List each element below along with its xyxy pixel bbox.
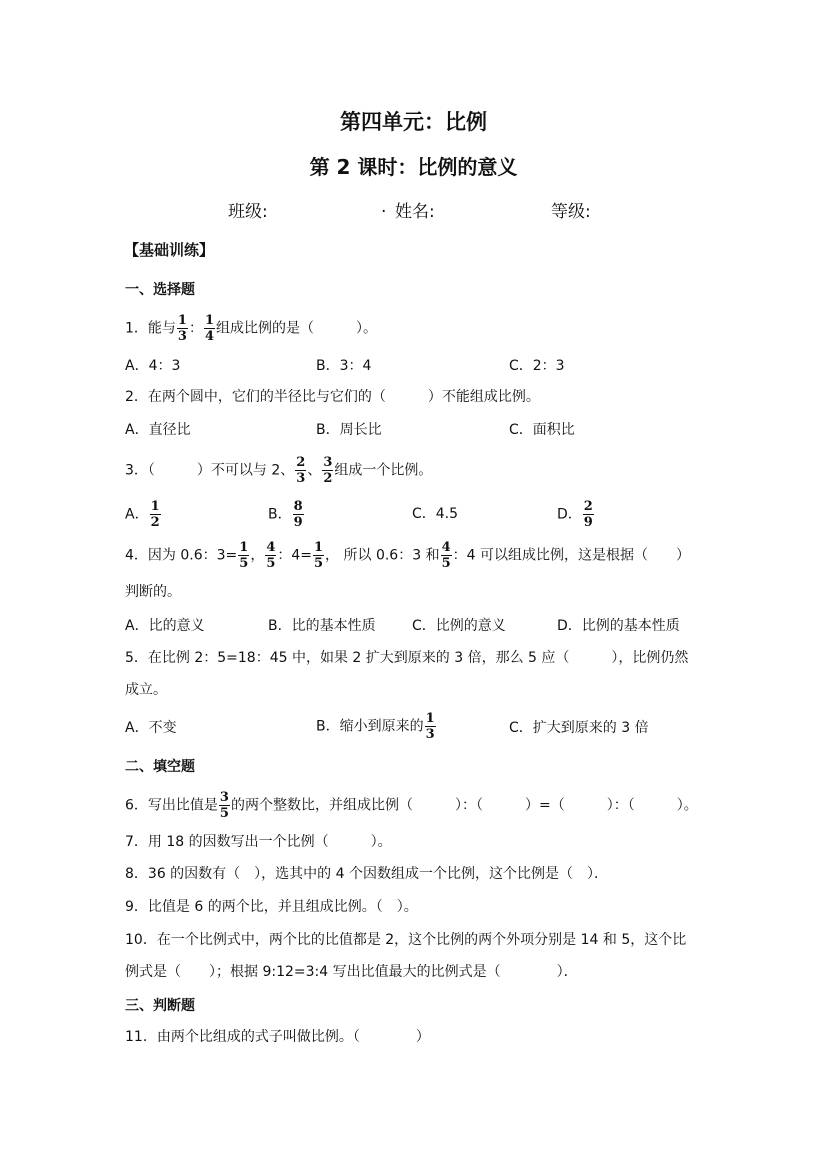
q2-option-a: A．直径比 — [125, 422, 191, 438]
q3-fraction-1: $\frac{2}{3}$ — [296, 455, 306, 486]
q6-fraction: $\frac{3}{5}$ — [219, 790, 229, 821]
grade-label: 等级: — [551, 202, 591, 222]
q1-fraction-1: $\frac{1}{3}$ — [177, 313, 187, 344]
name-label: 姓名: — [395, 202, 435, 222]
q1-option-c: C．2：3 — [509, 358, 565, 374]
question-3 — [125, 456, 432, 485]
q1-text-a: 能与 — [147, 320, 176, 337]
q5-option-b: B．缩小到原来的 $\frac{1}{3}$ — [316, 711, 435, 742]
q2-option-c: C．面积比 — [509, 422, 575, 438]
question-1 — [125, 314, 377, 343]
question-10: 10．在一个比例式中，两个比的比值都是 2，这个比例的两个外项分别是 14 和 5，这个比 — [125, 932, 687, 948]
q3-text-b: 组成一个比例。 — [334, 462, 433, 479]
q4-fraction-3: $\frac{1}{5}$ — [314, 540, 324, 571]
q4-option-a: A．比的意义 — [125, 618, 205, 634]
question-6: 6．写出比值是 $\frac{3}{5}$ 的两个整数比，并组成比例（ ）：（ ）=（ ）：（ ）。 — [125, 790, 698, 821]
question-4: 4．因为 0.6：3= $\frac{1}{5}$ ， $\frac{4}{5}$ ：4= $\frac{1}{5}$ ， 所以 0.6：3 和 $\frac{4}{5}$ ：4 可以组成比例，这是根据（ ） — [125, 540, 690, 571]
section-fill-heading: 二、填空题 — [125, 759, 195, 775]
q4-line-2: 判断的。 — [125, 584, 181, 600]
question-7: 7．用 18 的因数写出一个比例（ ）。 — [125, 834, 392, 850]
question-5: 5．在比例 2：5=18：45 中，如果 2 扩大到原来的 3 倍，那么 5 应（ ），比例仍然 — [125, 650, 689, 666]
q5-line-2: 成立。 — [125, 682, 167, 698]
q3-option-a: A． $\frac{1}{2}$ — [125, 499, 160, 530]
question-8: 8．36 的因数有（ ），选其中的 4 个因数组成一个比例，这个比例是（ ）． — [125, 866, 608, 882]
page-title: 第四单元：比例 — [340, 110, 487, 134]
q3-option-b: B． $\frac{8}{9}$ — [268, 499, 303, 530]
q5-option-a: A．不变 — [125, 720, 177, 736]
question-11: 11．由两个比组成的式子叫做比例。（ ） — [125, 1029, 430, 1045]
question-2: 2．在两个圆中，它们的半径比与它们的（ ）不能组成比例。 — [125, 389, 540, 405]
q1-text-b: 组成比例的是（ ）。 — [216, 320, 378, 337]
q1-fraction-2: $\frac{1}{4}$ — [204, 313, 215, 344]
q4-fraction-1: $\frac{1}{5}$ — [239, 540, 249, 571]
basic-training-heading: 【基础训练】 — [124, 241, 215, 259]
q3-fraction-2: $\frac{3}{2}$ — [323, 455, 333, 486]
q4-option-c: C．比例的意义 — [412, 618, 506, 634]
q4-option-d: D．比例的基本性质 — [557, 618, 680, 634]
section-judge-heading: 三、判断题 — [125, 998, 195, 1014]
header-dot: . — [381, 197, 387, 217]
q4-option-b: B．比的基本性质 — [268, 618, 376, 634]
q1-option-a: A．4：3 — [125, 358, 181, 374]
q1-colon: ： — [188, 320, 203, 337]
page-subtitle: 第 2 课时：比例的意义 — [309, 155, 518, 179]
q2-option-b: B．周长比 — [316, 422, 382, 438]
q1-number: 1． — [125, 320, 148, 337]
section-choice-heading: 一、选择题 — [125, 282, 195, 298]
q10-line-2: 例式是（ ）；根据 9:12=3:4 写出比值最大的比例式是（ ）． — [125, 964, 578, 980]
q1-option-b: B．3：4 — [316, 358, 372, 374]
q4-fraction-2: $\frac{4}{5}$ — [266, 540, 276, 571]
q3-option-c: C．4.5 — [412, 506, 459, 522]
q3-option-d: D． $\frac{2}{9}$ — [557, 499, 593, 530]
q3-sep: 、 — [307, 462, 322, 479]
q4-fraction-4: $\frac{4}{5}$ — [441, 540, 451, 571]
class-label: 班级: — [228, 202, 268, 222]
q5-option-c: C．扩大到原来的 3 倍 — [509, 720, 649, 736]
q3-text-a: 3．（ ）不可以与 2、 — [125, 462, 295, 479]
question-9: 9．比值是 6 的两个比，并且组成比例。（ ）。 — [125, 899, 418, 915]
